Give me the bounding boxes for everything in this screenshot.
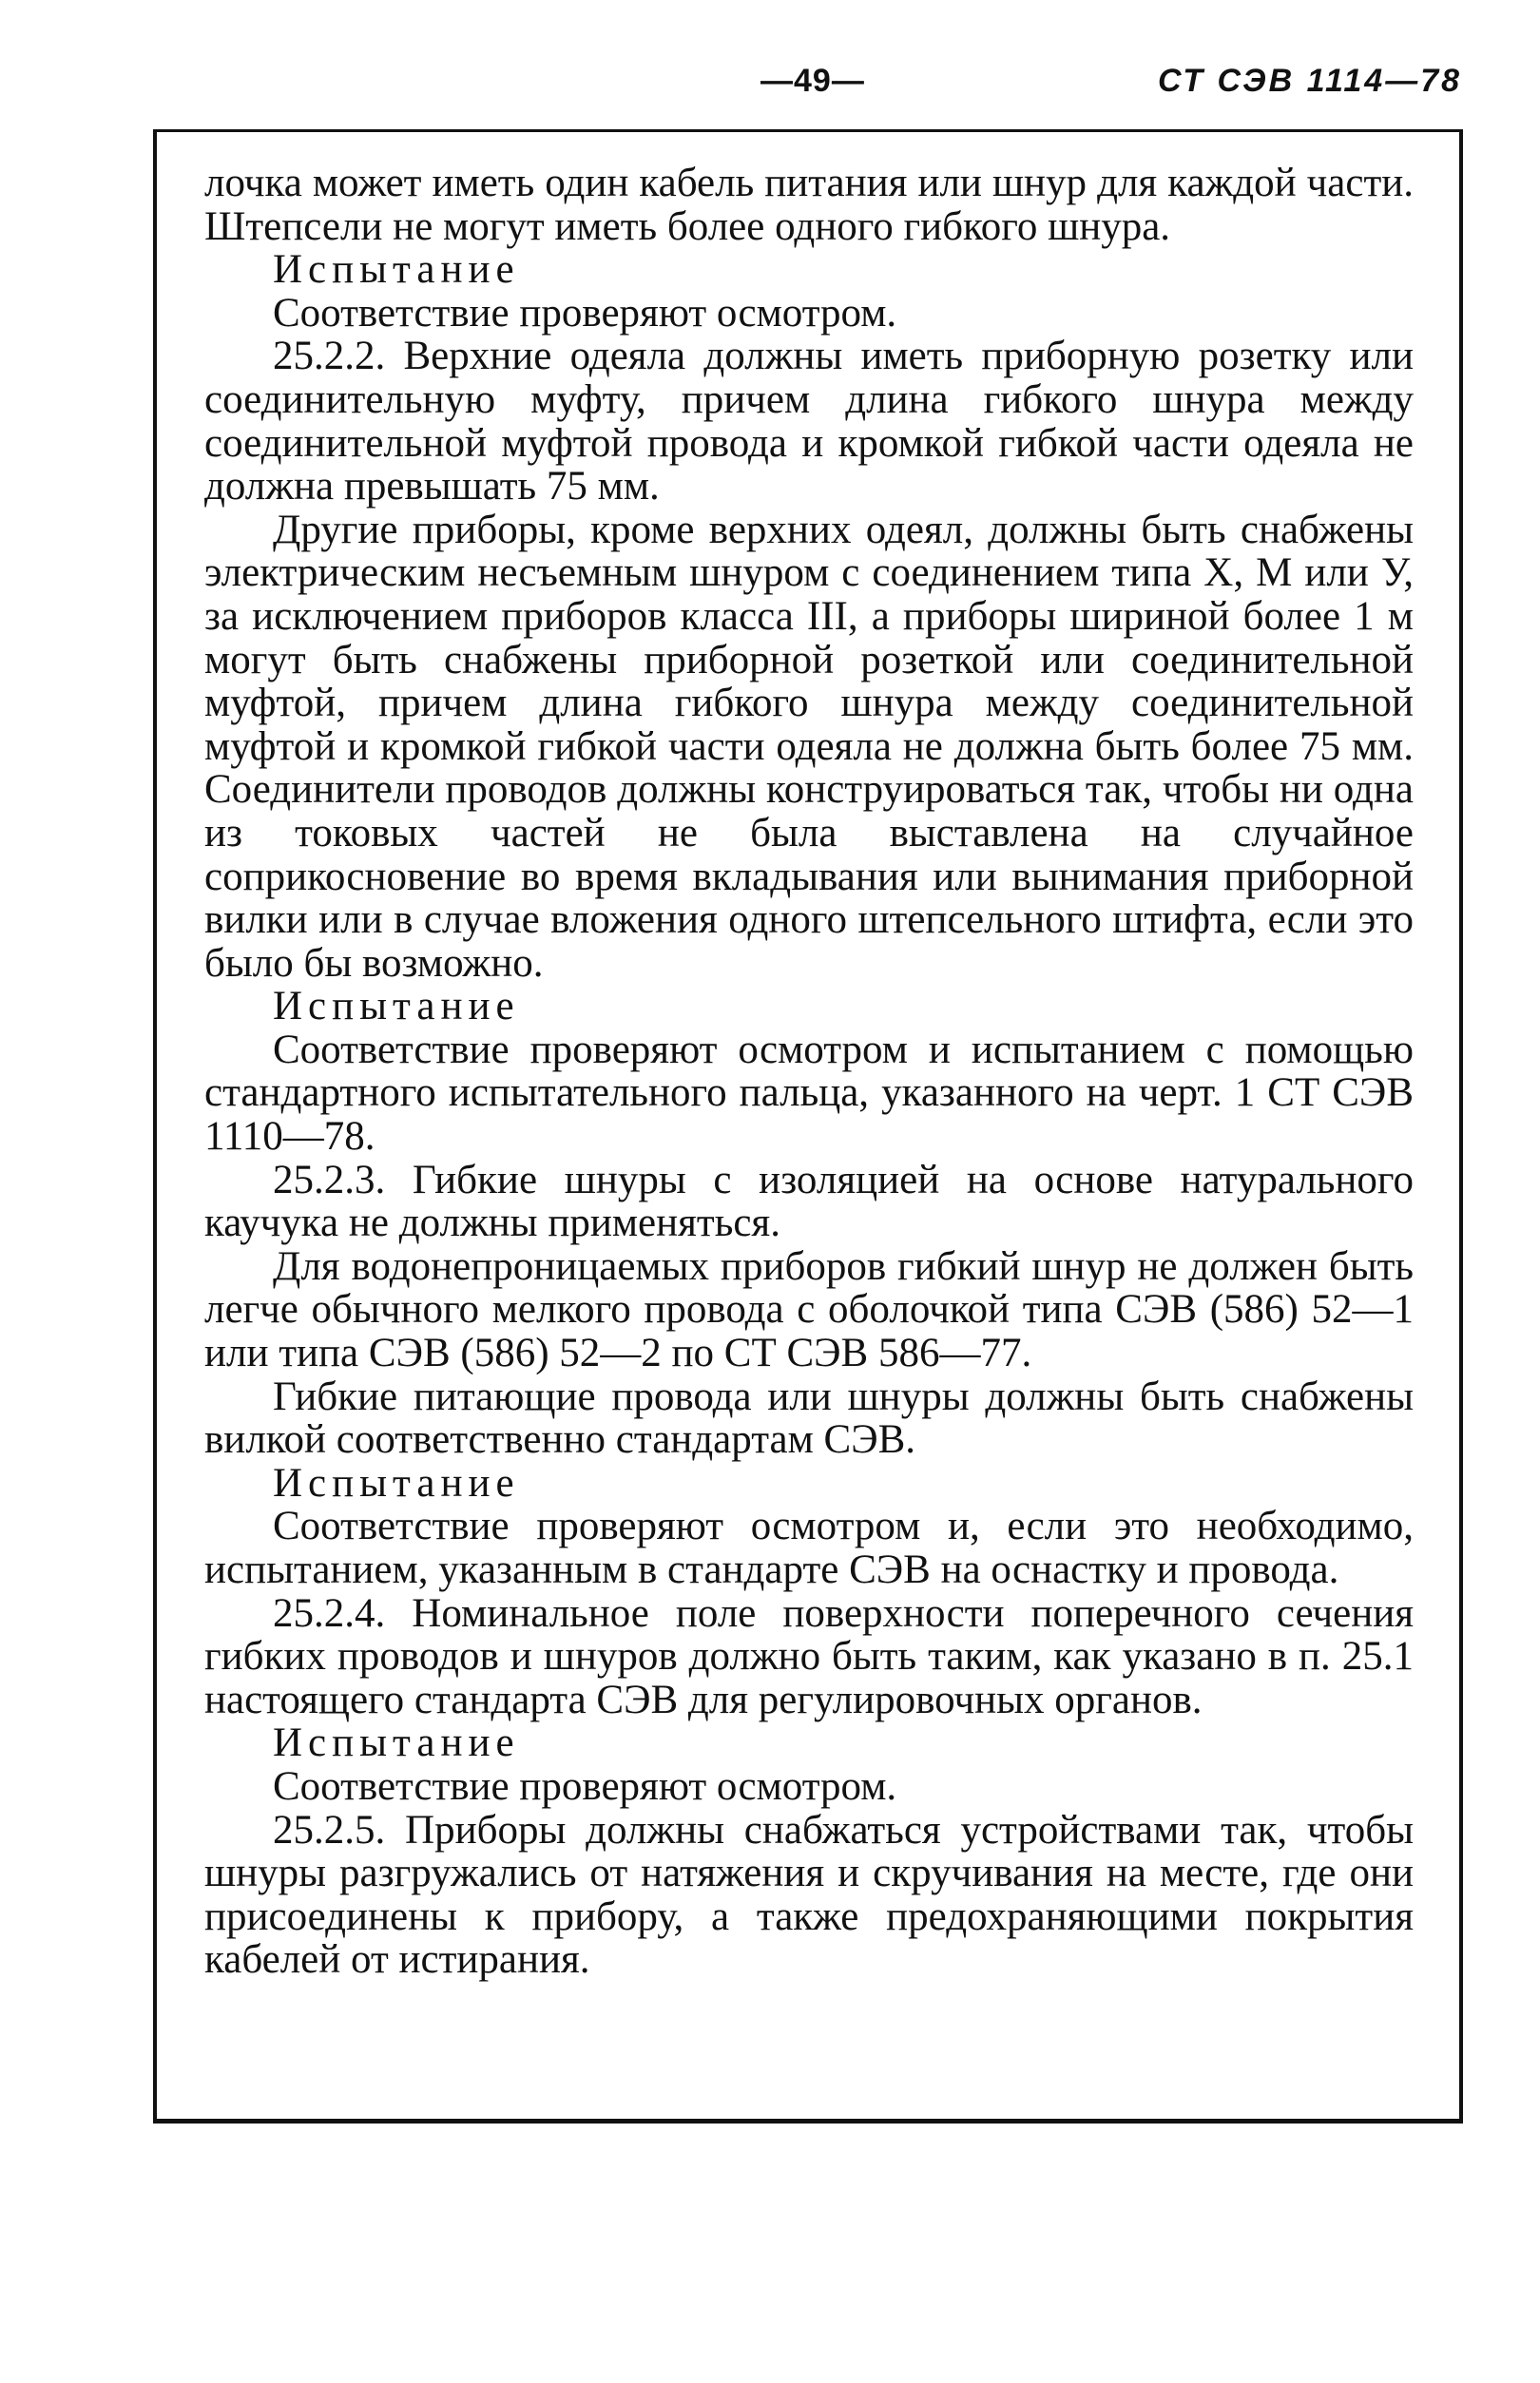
- page-number: —49—: [760, 63, 865, 99]
- test-heading: Испытание: [273, 247, 520, 293]
- clause-25-2-2: 25.2.2. Верхние одеяла должны иметь приборную розетку или соединительную муфту, причем длина гибкого шнура между соединительной муфтой провода и кромкой гибкой части одеяла не должна превышать 75 мм.: [204, 334, 1414, 509]
- paragraph: лочка может иметь один кабель питания или шнур для каждой части. Штепсели не могут иметь более одного гибкого шнура.: [204, 161, 1414, 249]
- document-body: [204, 162, 1414, 1982]
- standard-designation: СТ СЭВ 1114—78: [1158, 63, 1463, 99]
- test-heading: Испытание: [273, 984, 520, 1029]
- paragraph: Соответствие проверяют осмотром.: [273, 290, 897, 336]
- clause-25-2-5: 25.2.5. Приборы должны снабжаться устройствами так, чтобы шнуры разгружались от натяжения и скручивания на месте, где они присоединены к прибору, а также предохраняющими покрытия кабелей от истирания.: [204, 1807, 1414, 1983]
- paragraph: Для водонепроницаемых приборов гибкий шнур не должен быть легче обычного мелкого провода с оболочкой типа СЭВ (586) 52—1 или типа СЭВ (586) 52—2 по СТ СЭВ 586—77.: [204, 1243, 1414, 1376]
- clause-25-2-3: 25.2.3. Гибкие шнуры с изоляцией на основе натурального каучука не должны применяться.: [204, 1157, 1414, 1246]
- paragraph: Соответствие проверяют осмотром и испытанием с помощью стандартного испытательного пальца, указанного на черт. 1 СТ СЭВ 1110—78.: [204, 1027, 1414, 1160]
- paragraph: Гибкие питающие провода или шнуры должны быть снабжены вилкой соответственно стандартам СЭВ.: [204, 1374, 1414, 1463]
- paragraph: Другие приборы, кроме верхних одеял, должны быть снабжены электрическим несъемным шнуром с соединением типа X, M или У, за исключением приборов класса III, а приборы шириной более 1 м могут быть снабжены приборной розеткой или соединительной муфтой, причем длина гибкого шнура между соединительной муфтой и кромкой гибкой части одеяла не должна быть более 75 мм. Соединители проводов должны конструироваться так, чтобы ни одна из токовых частей не была выставлена на случайное соприкосновение во время вкладывания или вынимания приборной вилки или в случае вложения одного штепсельного штифта, если это было бы возможно.: [204, 507, 1414, 986]
- test-heading: Испытание: [273, 1720, 520, 1766]
- clause-25-2-4: 25.2.4. Номинальное поле поверхности поперечного сечения гибких проводов и шнуров должно быть таким, как указано в п. 25.1 настоящего стандарта СЭВ для регулировочных органов.: [204, 1590, 1414, 1722]
- test-heading: Испытание: [273, 1460, 520, 1506]
- paragraph: Соответствие проверяют осмотром.: [273, 1763, 897, 1809]
- paragraph: Соответствие проверяют осмотром и, если это необходимо, испытанием, указанным в стандарте СЭВ на оснастку и провода.: [204, 1504, 1414, 1592]
